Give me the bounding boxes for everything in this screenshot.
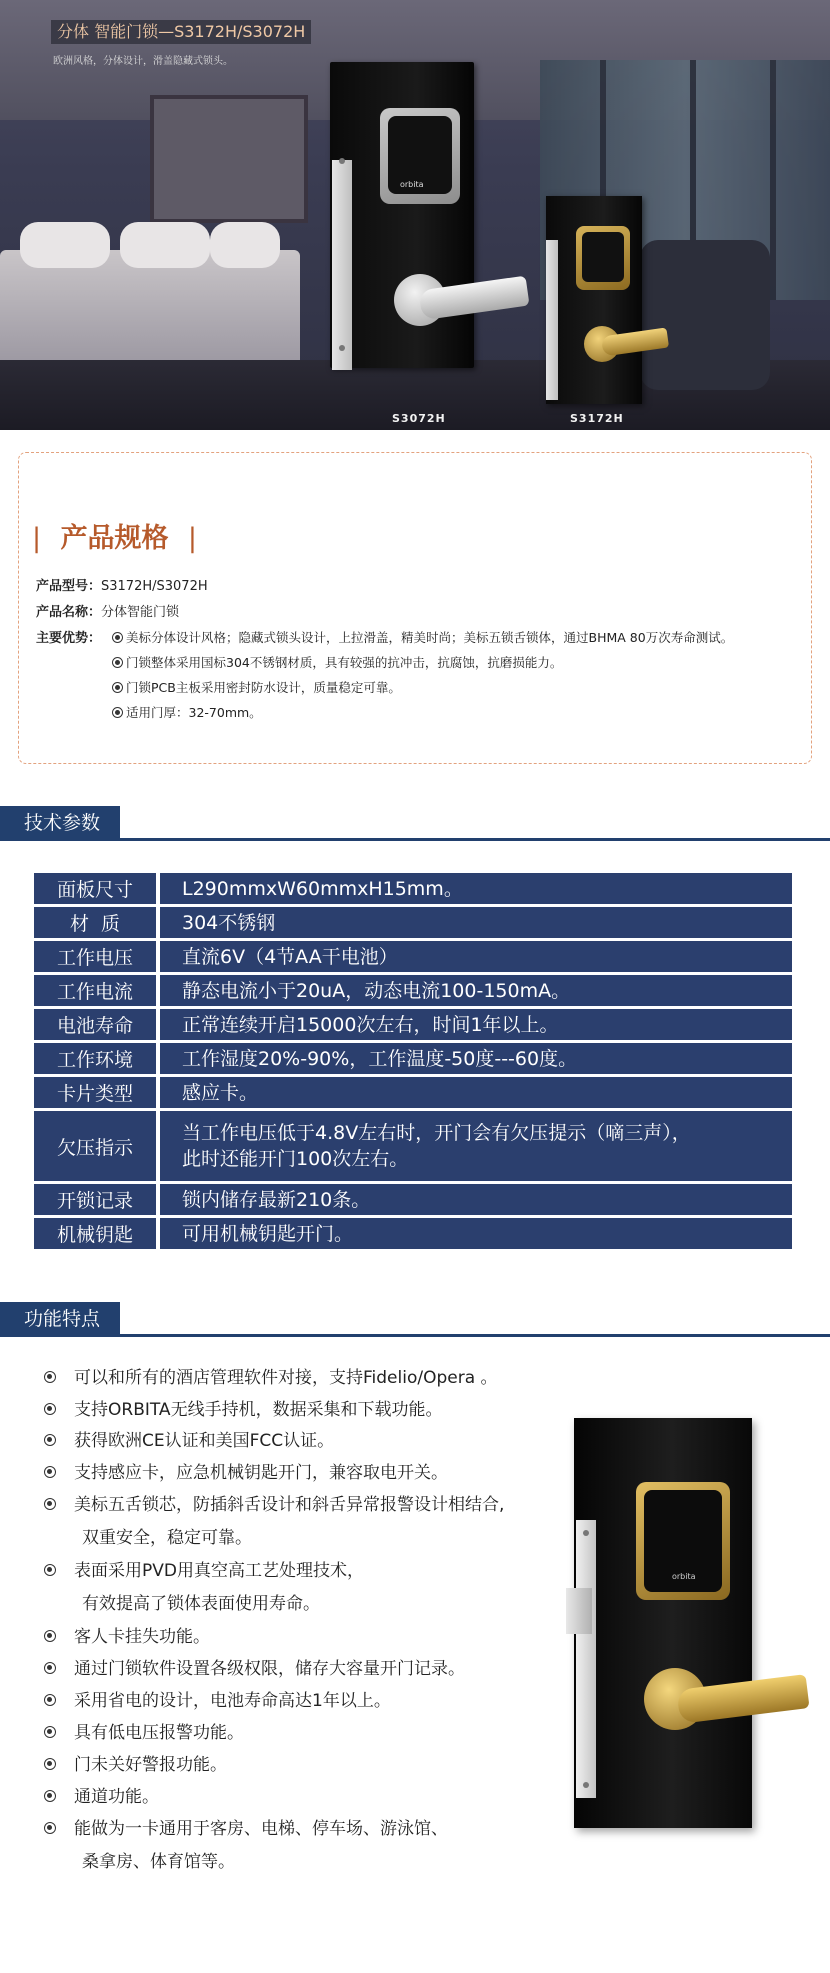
spec-heading-text: 产品规格 — [60, 523, 169, 554]
param-key: 工作环境 — [34, 1043, 160, 1074]
param-value: 304不锈钢 — [160, 907, 792, 938]
list-item: 获得欧洲CE认证和美国FCC认证。 — [44, 1426, 334, 1451]
list-item: 美标五舌锁芯，防插斜舌设计和斜舌异常报警设计相结合, 双重安全，稳定可靠。 — [44, 1490, 504, 1548]
hero-wall-art — [150, 95, 308, 223]
bullet-icon — [44, 1564, 56, 1576]
bullet-icon — [44, 1758, 56, 1770]
advantage-item: 门锁整体采用国标304不锈钢材质，具有较强的抗冲击，抗腐蚀，抗磨损能力。 — [112, 653, 562, 671]
param-value: 工作湿度20%-90%，工作温度-50度---60度。 — [160, 1043, 792, 1074]
lock-image-gold — [574, 1418, 752, 1828]
param-value-line: 当工作电压低于4.8V左右时，开门会有欠压提示（嘀三声）， — [182, 1122, 691, 1144]
hero-chair — [640, 240, 770, 390]
param-key: 机械钥匙 — [34, 1218, 160, 1249]
param-key: 面板尺寸 — [34, 873, 160, 904]
hero-pillow — [20, 222, 110, 268]
page-title: 分体 智能门锁—S3172H/S3072H — [51, 20, 311, 44]
bullet-icon — [44, 1466, 56, 1478]
brand-logo: orbita — [400, 180, 424, 189]
heading-bar: | — [187, 523, 198, 554]
param-value: 感应卡。 — [160, 1077, 792, 1108]
bullet-icon — [44, 1403, 56, 1415]
table-row — [34, 1077, 792, 1108]
screw — [583, 1782, 589, 1788]
list-item: 可以和所有的酒店管理软件对接，支持Fidelio/Opera 。 — [44, 1363, 498, 1388]
list-item: 表面采用PVD用真空高工艺处理技术， 有效提高了锁体表面使用寿命。 — [44, 1556, 364, 1614]
bullet-icon — [44, 1630, 56, 1642]
heading-bar: | — [32, 523, 42, 554]
lock-faceplate — [546, 240, 558, 400]
hero-pillow — [210, 222, 280, 268]
table-row — [34, 873, 792, 904]
bullet-icon — [112, 657, 123, 668]
list-item: 能做为一卡通用于客房、电梯、停车场、游泳馆、 桑拿房、体育馆等。 — [44, 1814, 448, 1872]
bullet-icon — [44, 1790, 56, 1802]
section-tab-params: 技术参数 — [0, 806, 120, 840]
param-value: 直流6V（4节AA干电池） — [160, 941, 792, 972]
brand-logo: orbita — [672, 1572, 696, 1581]
name-label: 产品名称： — [36, 605, 102, 620]
param-value: 可用机械钥匙开门。 — [160, 1218, 792, 1249]
bullet-icon — [44, 1694, 56, 1706]
table-row — [34, 975, 792, 1006]
lock-faceplate — [576, 1520, 596, 1798]
bullet-icon — [112, 682, 123, 693]
list-item: 具有低电压报警功能。 — [44, 1718, 244, 1743]
list-item: 门未关好警报功能。 — [44, 1750, 227, 1775]
bullet-icon — [44, 1822, 56, 1834]
param-value: 锁内储存最新210条。 — [160, 1184, 792, 1215]
caption-s3172h: S3172H — [570, 412, 624, 425]
hero-bed — [0, 250, 300, 370]
table-row — [34, 1218, 792, 1249]
lock-faceplate — [332, 160, 352, 370]
model-row — [36, 575, 208, 594]
param-value: 正常连续开启15000次左右，时间1年以上。 — [160, 1009, 792, 1040]
model-label: 产品型号： — [36, 579, 102, 594]
bullet-icon — [44, 1726, 56, 1738]
params-table — [34, 870, 792, 1252]
list-item: 通过门锁软件设置各级权限，储存大容量开门记录。 — [44, 1654, 465, 1679]
table-row — [34, 907, 792, 938]
advantage-item: 门锁PCB主板采用密封防水设计，质量稳定可靠。 — [112, 678, 401, 696]
list-item: 采用省电的设计，电池寿命高达1年以上。 — [44, 1686, 391, 1711]
bullet-icon — [112, 707, 123, 718]
table-row — [34, 1184, 792, 1215]
bullet-icon — [44, 1371, 56, 1383]
param-key: 工作电流 — [34, 975, 160, 1006]
advantages-label: 主要优势： — [36, 631, 102, 646]
list-item: 支持感应卡，应急机械钥匙开门，兼容取电开关。 — [44, 1458, 448, 1483]
param-key: 工作电压 — [34, 941, 160, 972]
section-divider — [0, 838, 830, 841]
table-row — [34, 941, 792, 972]
screw — [339, 345, 345, 351]
param-value — [160, 1111, 792, 1181]
spec-heading — [32, 516, 197, 555]
bullet-icon — [44, 1498, 56, 1510]
page-subtitle: 欧洲风格，分体设计，滑盖隐藏式锁头。 — [53, 56, 233, 67]
list-item: 支持ORBITA无线手持机，数据采集和下载功能。 — [44, 1395, 443, 1420]
section-divider — [0, 1334, 830, 1337]
advantage-item: 美标分体设计风格；隐藏式锁头设计，上拉滑盖，精美时尚；美标五锁舌锁体，通过BHMA 80万次寿命测试。 — [112, 628, 733, 646]
param-key: 开锁记录 — [34, 1184, 160, 1215]
bullet-icon — [44, 1434, 56, 1446]
list-item: 通道功能。 — [44, 1782, 159, 1807]
caption-s3072h: S3072H — [392, 412, 446, 425]
model-value: S3172H/S3072H — [101, 579, 208, 594]
section-tab-features: 功能特点 — [0, 1302, 120, 1336]
table-row — [34, 1111, 792, 1181]
param-value: L290mmxW60mmxH15mm。 — [160, 873, 792, 904]
param-key: 欠压指示 — [34, 1111, 160, 1181]
hero-pillow — [120, 222, 210, 268]
list-item: 客人卡挂失功能。 — [44, 1622, 210, 1647]
lock-latch — [566, 1588, 592, 1634]
param-key: 电池寿命 — [34, 1009, 160, 1040]
param-value: 静态电流小于20uA，动态电流100-150mA。 — [160, 975, 792, 1006]
table-row — [34, 1009, 792, 1040]
advantage-item: 适用门厚：32-70mm。 — [112, 703, 262, 721]
card-reader-face — [582, 232, 624, 282]
name-row — [36, 601, 179, 620]
param-value-line: 此时还能开门100次左右。 — [182, 1148, 409, 1170]
param-key: 卡片类型 — [34, 1077, 160, 1108]
screw — [339, 158, 345, 164]
param-key: 材 质 — [34, 907, 160, 938]
bullet-icon — [44, 1662, 56, 1674]
name-value: 分体智能门锁 — [101, 605, 180, 620]
bullet-icon — [112, 632, 123, 643]
table-row — [34, 1043, 792, 1074]
screw — [583, 1530, 589, 1536]
